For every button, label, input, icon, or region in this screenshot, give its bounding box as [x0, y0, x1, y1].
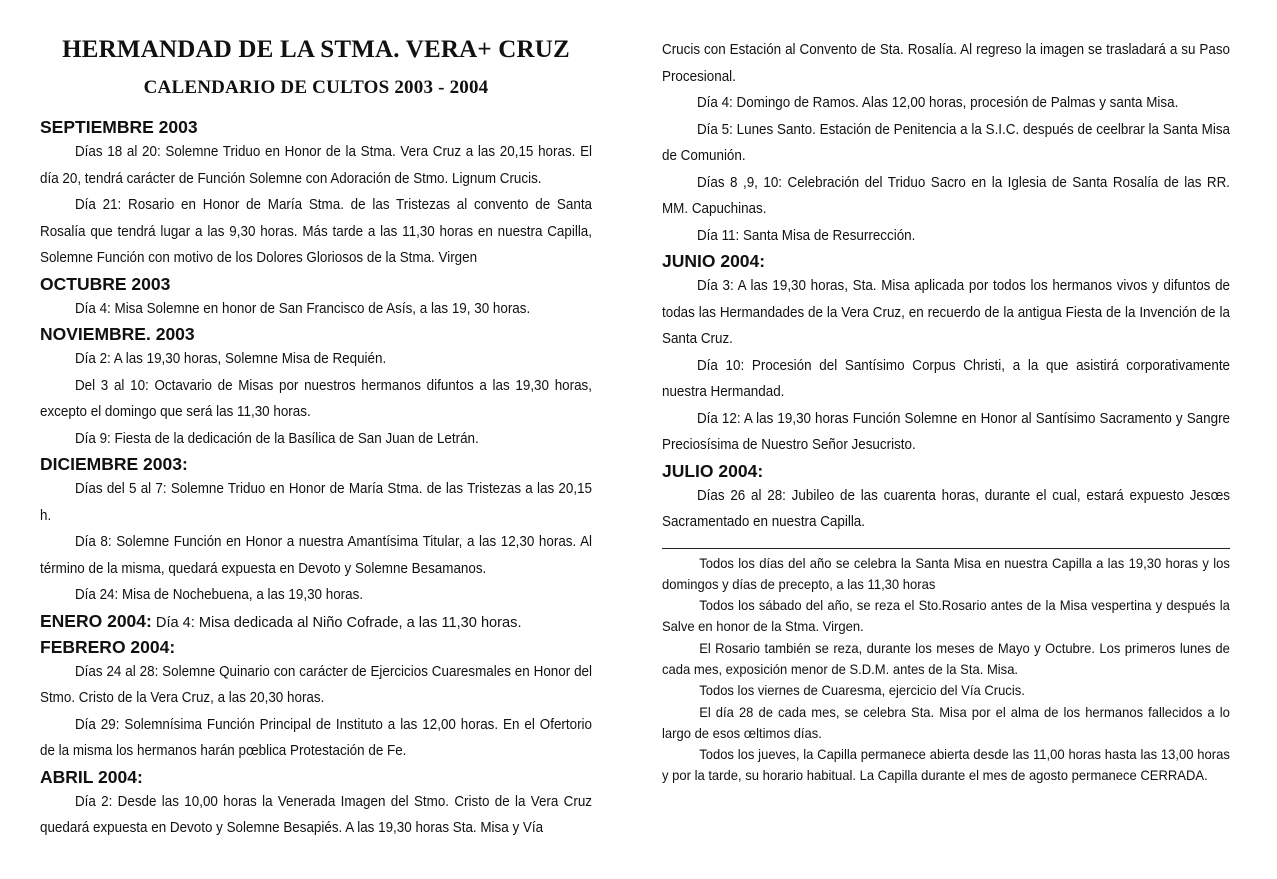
month-heading-april: ABRIL 2004:: [40, 766, 143, 787]
calendar-entry: Día 2: A las 19,30 horas, Solemne Misa de Requién.: [74, 351, 387, 367]
calendar-entry: Día 8: Solemne Función en Honor a nuestra Amantísima Titular, a las 12,30 horas. Al término de la misma, quedará expuesta en Devoto y Solemne Besamanos.: [40, 534, 593, 577]
calendar-entry-inline: Día 4: Misa dedicada al Niño Cofrade, a las 11,30 horas.: [151, 614, 522, 631]
page-subtitle: CALENDARIO DE CULTOS 2003 - 2004: [143, 77, 489, 98]
calendar-entry: Día 5: Lunes Santo. Estación de Penitencia a la S.I.C. después de ceelbrar la Santa Misa de Comunión.: [662, 121, 1231, 164]
month-heading-january: [40, 609, 592, 635]
month-heading-january-label: ENERO 2004:: [40, 610, 152, 631]
general-note: Todos los jueves, la Capilla permanece abierta desde las 11,00 horas hasta las 13,00 horas y por la tarde, su horario habitual. La Capilla durante el mes de agosto permanece CERRADA.: [662, 746, 1230, 784]
calendar-entry: Días 18 al 20: Solemne Triduo en Honor de la Stma. Vera Cruz a las 20,15 horas. El día 20, tendrá carácter de Función Solemne con Adoración de Stmo. Lignum Crucis.: [40, 144, 593, 187]
calendar-entry: Día 2: Desde las 10,00 horas la Venerada Imagen del Stmo. Cristo de la Vera Cruz quedará expuesta en Devoto y Solemne Besapiés. A las 19,30 horas Sta. Misa y Vía: [40, 793, 593, 836]
calendar-entry: Día 11: Santa Misa de Resurrección.: [696, 227, 916, 244]
calendar-entry: Día 4: Misa Solemne en honor de San Francisco de Asís, a las 19, 30 horas.: [74, 300, 531, 317]
month-heading-july: JULIO 2004:: [662, 460, 764, 481]
calendar-entry: Días 26 al 28: Jubileo de las cuarenta horas, durante el cual, estará expuesto Jesœs Sacramentado en nuestra Capilla.: [662, 487, 1231, 530]
general-note: Todos los viernes de Cuaresma, ejercicio del Vía Crucis.: [699, 682, 1025, 699]
calendar-entry: Día 9: Fiesta de la dedicación de la Basílica de San Juan de Letrán.: [74, 430, 479, 447]
general-note: El Rosario también se reza, durante los meses de Mayo y Octubre. Los primeros lunes de cada mes, exposición menor de S.D.M. antes de la Sta. Misa.: [662, 639, 1230, 677]
month-heading-february: FEBRERO 2004:: [40, 636, 176, 657]
month-heading-june: JUNIO 2004:: [662, 251, 766, 271]
general-note: El día 28 de cada mes, se celebra Sta. Misa por el alma de los hermanos fallecidos a lo largo de esos œltimos días.: [662, 703, 1230, 741]
calendar-entry: Días 24 al 28: Solemne Quinario con carácter de Ejercicios Cuaresmales en Honor del Stmo. Cristo de la Vera Cruz, a las 20,30 horas.: [40, 663, 593, 706]
calendar-entry: Día 29: Solemnísima Función Principal de Instituto a las 12,00 horas. En el Ofertorio de la misma los hermanos harán pœblica Protestación de Fe.: [40, 716, 593, 759]
month-heading-december: DICIEMBRE 2003:: [40, 454, 188, 474]
calendar-entry-continuation: Crucis con Estación al Convento de Sta. Rosalía. Al regreso la imagen se trasladará a su Paso Procesional.: [662, 42, 1231, 85]
right-column: [662, 37, 1230, 787]
calendar-entry: Día 4: Domingo de Ramos. Alas 12,00 horas, procesión de Palmas y santa Misa.: [696, 95, 1179, 111]
month-heading-november: NOVIEMBRE. 2003: [40, 324, 195, 344]
general-note: Todos los días del año se celebra la Santa Misa en nuestra Capilla a las 19,30 horas y los domingos y días de precepto, a las 11,30 horas: [662, 554, 1230, 592]
page-title: HERMANDAD DE LA STMA. VERA+ CRUZ: [62, 36, 570, 63]
calendar-entry: Día 3: A las 19,30 horas, Sta. Misa aplicada por todos los hermanos vivos y difuntos de todas las Hermandades de la Vera Cruz, en recuerdo de la antigua Fiesta de la Invención de la Santa Cruz.: [662, 278, 1231, 347]
left-column: [40, 0, 592, 842]
divider: [662, 548, 1230, 549]
calendar-entry: Del 3 al 10: Octavario de Misas por nuestros hermanos difuntos a las 19,30 horas, excepto el domingo que será las 11,30 horas.: [40, 377, 593, 420]
calendar-entry: Días 8 ,9, 10: Celebración del Triduo Sacro en la Iglesia de Santa Rosalía de las RR. MM. Capuchinas.: [662, 174, 1231, 217]
calendar-entry: Días del 5 al 7: Solemne Triduo en Honor de María Stma. de las Tristezas a las 20,15 h.: [40, 481, 593, 524]
month-heading-october: OCTUBRE 2003: [40, 273, 171, 294]
calendar-entry: Día 21: Rosario en Honor de María Stma. de las Tristezas al convento de Santa Rosalía que tendrá lugar a las 9,30 horas. Más tarde a las 11,30 horas en nuestra Capilla, Solemne Función con motivo de los Dolores Gloriosos de la Stma. Virgen: [40, 197, 593, 266]
calendar-entry: Día 24: Misa de Nochebuena, a las 19,30 horas.: [74, 587, 364, 603]
calendar-entry: Día 12: A las 19,30 horas Función Solemne en Honor al Santísimo Sacramento y Sangre Preciosísima de Nuestro Señor Jesucristo.: [662, 410, 1231, 453]
calendar-entry: Día 10: Procesión del Santísimo Corpus Christi, a la que asistirá corporativamente nuestra Hermandad.: [662, 357, 1231, 400]
general-note: Todos los sábado del año, se reza el Sto.Rosario antes de la Misa vespertina y después la Salve en honor de la Stma. Virgen.: [662, 597, 1230, 635]
month-heading-september: SEPTIEMBRE 2003: [40, 117, 198, 137]
